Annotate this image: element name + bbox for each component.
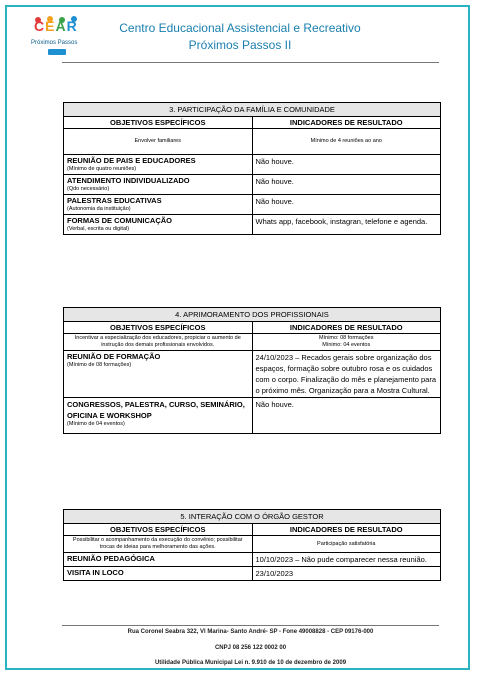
page-header [100, 20, 380, 54]
section3-row-value: Whats app, facebook, instagran, telefone e agenda. [252, 215, 441, 235]
section5-row-value: 23/10/2023 [252, 567, 441, 581]
section5-table [63, 509, 441, 581]
section4-row-value: Não houve. [252, 398, 441, 434]
section4-table [63, 307, 441, 434]
row-title: ATENDIMENTO INDIVIDUALIZADO [67, 176, 190, 185]
logo-letter: C [34, 18, 46, 34]
logo-letter: E [45, 18, 56, 34]
row-subtitle: (Autonomia da instituição) [67, 206, 131, 212]
section5-indicator: Participação satisfatória [252, 536, 441, 553]
section5-col-objectives: OBJETIVOS ESPECÍFICOS [64, 524, 253, 536]
header-divider [62, 62, 439, 63]
section3-indicator: Mínimo de 4 reuniões ao ano [252, 129, 441, 155]
header-title-line2: Próximos Passos II [188, 38, 292, 52]
section5-row-label: VISITA IN LOCO [64, 567, 253, 581]
logo-subtitle: Próximos Passos [31, 40, 78, 46]
indicator-line: Mínimo: 08 formações [319, 335, 374, 341]
row-subtitle: (Mínimo de quatro reuniões) [67, 166, 137, 172]
footer-cnpj: CNPJ 08 256 122 0002 00 [214, 645, 287, 651]
logo-letter: A [55, 18, 67, 34]
row-subtitle: (Verbal, escrita ou digital) [67, 226, 130, 232]
row-title: PALESTRAS EDUCATIVAS [67, 196, 162, 205]
section5-col-indicators: INDICADORES DE RESULTADO [252, 524, 441, 536]
section3-row-label [64, 155, 253, 175]
section4-title: 4. APRIMORAMENTO DOS PROFISSIONAIS [64, 308, 441, 322]
section4-row-label [64, 351, 253, 398]
row-subtitle: (Mínimo de 04 eventos) [67, 421, 125, 427]
section5-objective: Possibilitar o acompanhamento da execução do convênio; possibilitar trocas de ideias para melhoramento das ações. [64, 536, 253, 553]
footer-address: Rua Coronel Seabra 322, Vl Marina- Santo André- SP - Fone 49008828 - CEP 09176-000 [127, 629, 374, 635]
row-title: REUNIÃO DE FORMAÇÃO [67, 352, 161, 361]
section3-row-value: Não houve. [252, 195, 441, 215]
row-title: REUNIÃO DE PAIS E EDUCADORES [67, 156, 196, 165]
section3-row-label [64, 215, 253, 235]
logo-letter: R [66, 18, 78, 34]
section4-objective: Incentivar a especialização dos educadores, propiciar o aumento de instrução dos demais profissionais envolvidos. [64, 334, 253, 351]
row-title: CONGRESSOS, PALESTRA, CURSO, SEMINÁRIO, OFICINA E WORKSHOP [67, 400, 245, 420]
section3-row-value: Não houve. [252, 175, 441, 195]
row-title: FORMAS DE COMUNICAÇÃO [67, 216, 172, 225]
header-title-line1: Centro Educacional Assistencial e Recreativo [119, 21, 361, 35]
footer-divider [62, 625, 439, 626]
logo-badge [48, 49, 66, 55]
section5-row-value: 10/10/2023 – Não pude comparecer nessa reunião. [252, 553, 441, 567]
section4-col-objectives: OBJETIVOS ESPECÍFICOS [64, 322, 253, 334]
section3-col-indicators: INDICADORES DE RESULTADO [252, 117, 441, 129]
section3-col-objectives: OBJETIVOS ESPECÍFICOS [64, 117, 253, 129]
section4-col-indicators: INDICADORES DE RESULTADO [252, 322, 441, 334]
section4-indicator [252, 334, 441, 351]
logo-wordmark [34, 18, 78, 34]
section3-table [63, 102, 441, 235]
section3-objective: Envolver familiares [64, 129, 253, 155]
section4-row-value: 24/10/2023 – Recados gerais sobre organização dos espaços, formação sobre outubro rosa e os cuidados com o corpo. Finalização do mês e planejamento para o próximo mês. Organização para a Mostra Cultural. [252, 351, 441, 398]
section4-row-label [64, 398, 253, 434]
indicator-line: Mínimo: 04 eventos [322, 342, 371, 348]
row-subtitle: (Mínimo de 08 formações) [67, 362, 132, 368]
section3-title: 3. PARTICIPAÇÃO DA FAMÍLIA E COMUNIDADE [64, 103, 441, 117]
section3-row-label [64, 175, 253, 195]
section3-row-value: Não houve. [252, 155, 441, 175]
section5-row-label: REUNIÃO PEDAGÓGICA [64, 553, 253, 567]
section5-title: 5. INTERAÇÃO COM O ÓRGÃO GESTOR [64, 510, 441, 524]
row-subtitle: (Qdo necessário) [67, 186, 110, 192]
footer-public-utility: Utilidade Pública Municipal Lei n. 9.910 de 10 de dezembro de 2009 [154, 660, 347, 666]
section3-row-label [64, 195, 253, 215]
